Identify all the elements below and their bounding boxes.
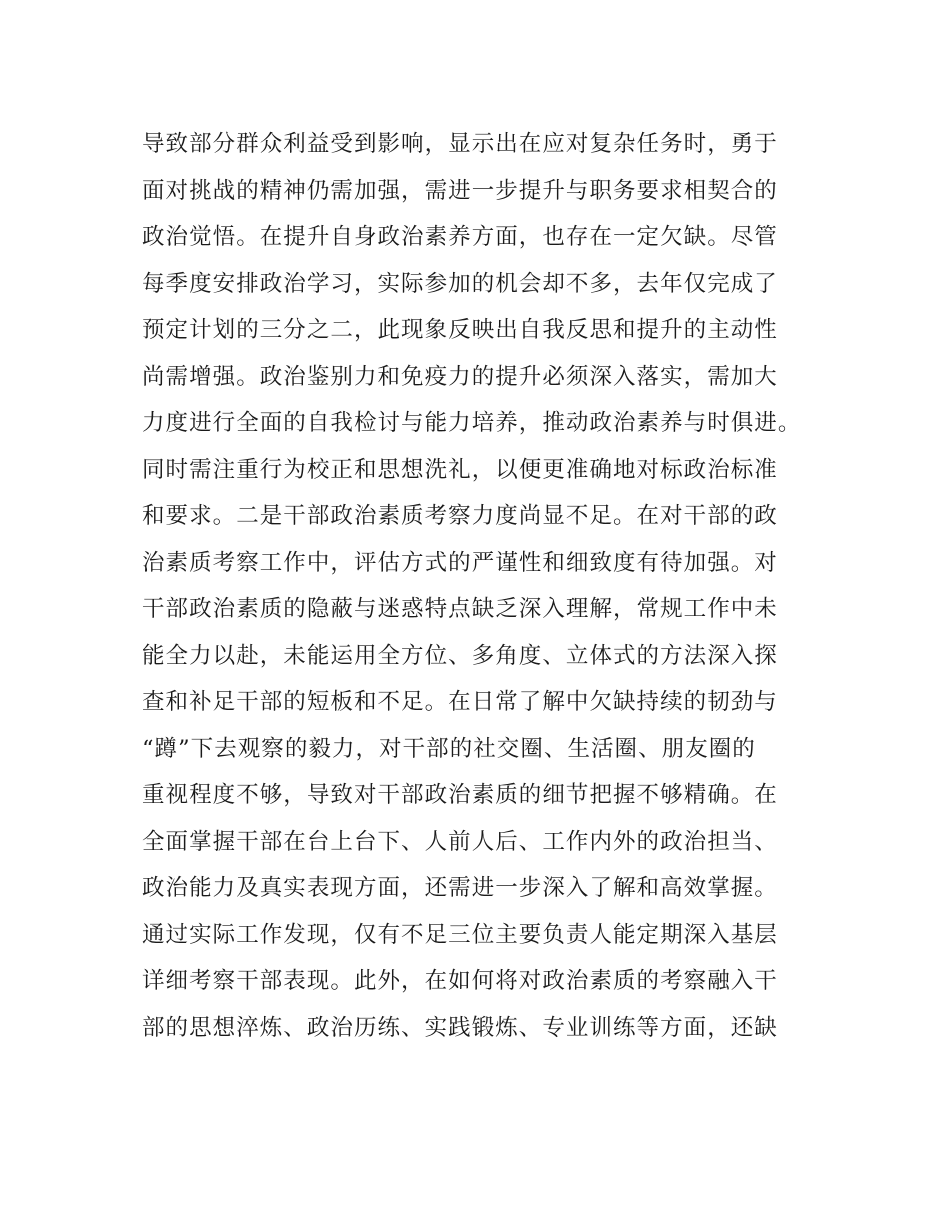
text-line: 干部政治素质的隐蔽与迷惑特点缺乏深入理解，常规工作中未 xyxy=(142,596,778,622)
text-line: 每季度安排政治学习，实际参加的机会却不多，去年仅完成了 xyxy=(142,270,778,297)
text-line: 同时需注重行为校正和思想洗礼，以便更准确地对标政治标准 xyxy=(142,456,778,483)
text-line: 查和补足干部的短板和不足。在日常了解中欠缺持续的韧劲与 xyxy=(142,689,778,715)
document-body xyxy=(142,121,832,1051)
text-line: 部的思想淬炼、政治历练、实践锻炼、专业训练等方面，还缺 xyxy=(142,1014,778,1041)
text-line: 尚需增强。政治鉴别力和免疫力的提升必须深入落实，需加大 xyxy=(142,363,778,390)
text-line: 能全力以赴，未能运用全方位、多角度、立体式的方法深入探 xyxy=(142,642,778,669)
text-line: 面对挑战的精神仍需加强，需进一步提升与职务要求相契合的 xyxy=(142,177,778,204)
text-line: 和要求。二是干部政治素质考察力度尚显不足。在对干部的政 xyxy=(142,503,778,529)
text-line: 治素质考察工作中，评估方式的严谨性和细致度有待加强。对 xyxy=(142,549,778,576)
text-line: 预定计划的三分之二，此现象反映出自我反思和提升的主动性 xyxy=(142,317,778,343)
text-line: “蹲”下去观察的毅力，对干部的社交圈、生活圈、朋友圈的 xyxy=(142,735,756,762)
text-line: 导致部分群众利益受到影响，显示出在应对复杂任务时，勇于 xyxy=(142,131,778,157)
text-line: 通过实际工作发现，仅有不足三位主要负责人能定期深入基层 xyxy=(142,921,778,948)
text-line: 力度进行全面的自我检讨与能力培养，推动政治素养与时俱进。 xyxy=(142,410,802,436)
text-line: 全面掌握干部在台上台下、人前人后、工作内外的政治担当、 xyxy=(142,828,778,855)
text-line: 政治觉悟。在提升自身政治素养方面，也存在一定欠缺。尽管 xyxy=(142,224,778,250)
text-line: 详细考察干部表现。此外，在如何将对政治素质的考察融入干 xyxy=(142,968,778,994)
text-line: 重视程度不够，导致对干部政治素质的细节把握不够精确。在 xyxy=(142,782,778,808)
text-line: 政治能力及真实表现方面，还需进一步深入了解和高效掌握。 xyxy=(142,875,778,901)
